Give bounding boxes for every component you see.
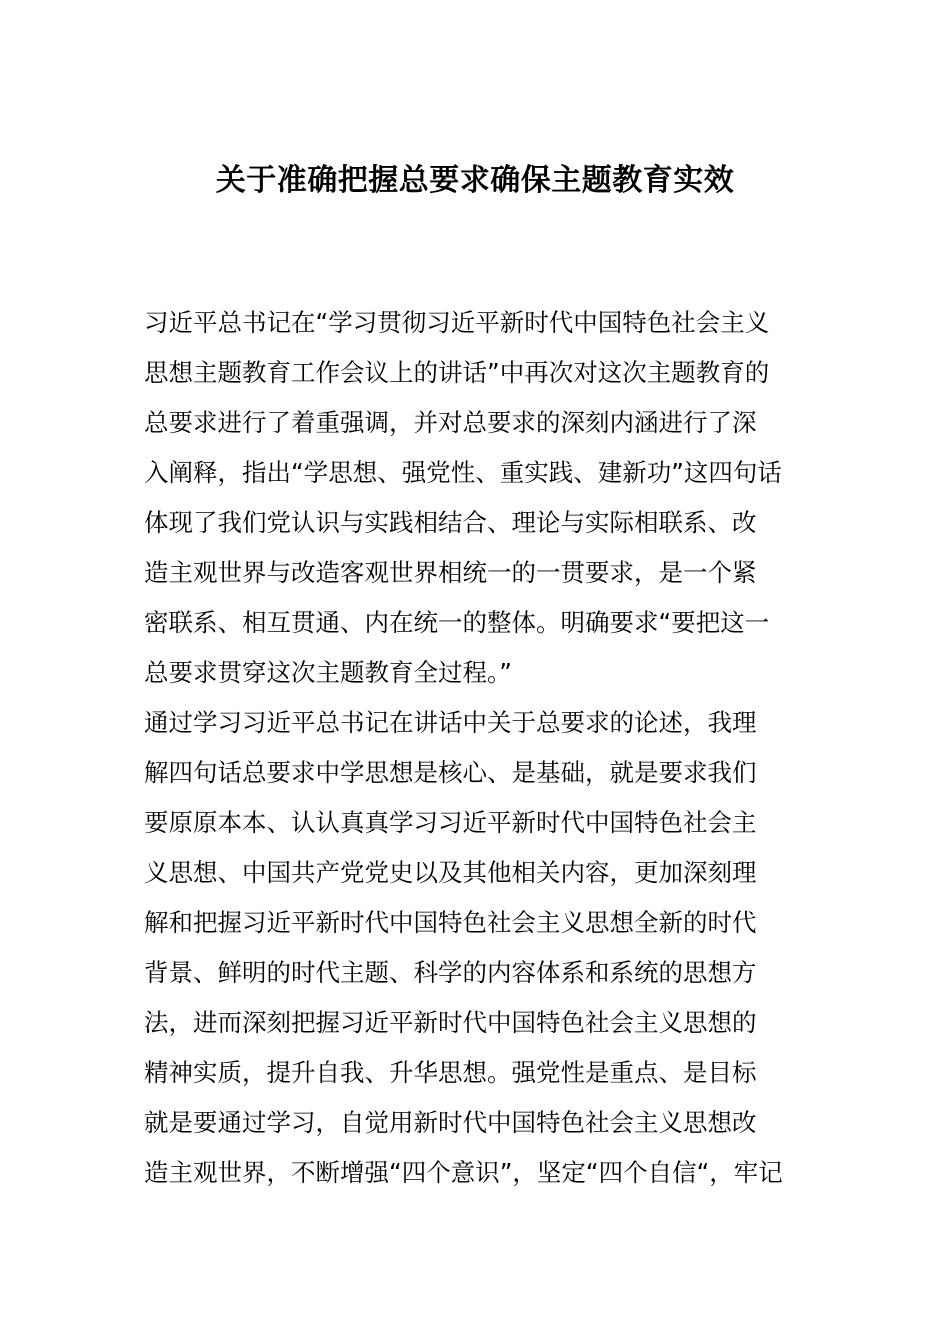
text-line: 造主观世界，不断增强“四个意识”，坚定“四个自信“，牢记 (144, 1158, 783, 1187)
text-line: 总要求进行了着重强调，并对总要求的深刻内涵进行了深 (144, 408, 757, 437)
text-line: 要原原本本、认认真真学习习近平新时代中国特色社会主 (144, 808, 757, 837)
text-line: 背景、鲜明的时代主题、科学的内容体系和系统的思想方 (144, 958, 757, 987)
text-line: 思想主题教育工作会议上的讲话”中再次对这次主题教育的 (144, 358, 770, 387)
text-line: 通过学习习近平总书记在讲话中关于总要求的论述，我理 (144, 708, 757, 737)
text-line: 习近平总书记在“学习贯彻习近平新时代中国特色社会主义 (144, 308, 770, 337)
page-title: 关于准确把握总要求确保主题教育实效 (215, 163, 735, 198)
text-line: 入阐释，指出“学思想、强党性、重实践、建新功”这四句话 (144, 458, 782, 487)
text-line: 造主观世界与改造客观世界相统一的一贯要求，是一个紧 (144, 558, 757, 587)
body-text (144, 298, 809, 1198)
text-line: 精神实质，提升自我、升华思想。强党性是重点、是目标 (144, 1058, 757, 1087)
text-line: 解和把握习近平新时代中国特色社会主义思想全新的时代 (144, 908, 757, 937)
text-line: 体现了我们党认识与实践相结合、理论与实际相联系、改 (144, 508, 757, 537)
text-line: 总要求贯穿这次主题教育全过程。” (144, 658, 512, 687)
text-line: 密联系、相互贯通、内在统一的整体。明确要求“要把这一 (144, 608, 770, 637)
text-line: 义思想、中国共产党党史以及其他相关内容，更加深刻理 (144, 858, 757, 887)
text-line: 解四句话总要求中学思想是核心、是基础，就是要求我们 (144, 758, 757, 787)
text-line: 法，进而深刻把握习近平新时代中国特色社会主义思想的 (144, 1008, 757, 1037)
text-line: 就是要通过学习，自觉用新时代中国特色社会主义思想改 (144, 1108, 757, 1137)
